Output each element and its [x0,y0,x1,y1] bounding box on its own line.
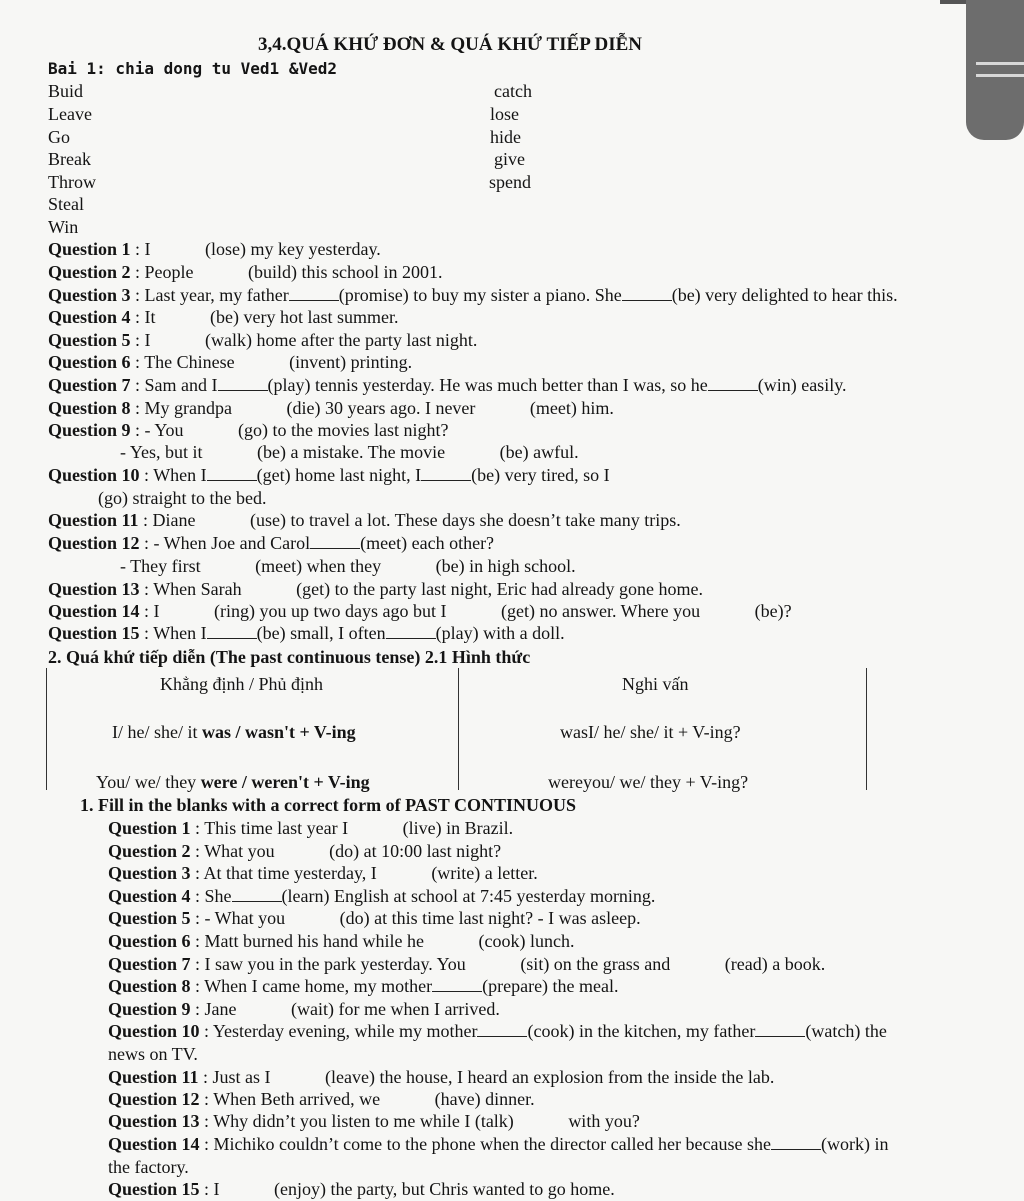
question-text: : It [130,307,161,327]
question-line [48,374,847,396]
question-text: (meet) when they [255,556,386,576]
question-label: Question 2 [108,841,191,861]
answer-blank[interactable] [755,1022,805,1037]
question-text: : This time last year I [190,818,353,838]
question-label: Question 5 [108,908,191,928]
page-title: 3,4.QUÁ KHỨ ĐƠN & QUÁ KHỨ TIẾP DIỄN [257,34,643,55]
question-text: : What you [190,841,280,861]
question-label: Question 8 [108,976,191,996]
question-text: (wait) for me when I arrived. [291,999,500,1019]
question-text: : People [130,262,199,282]
grip-line [976,62,1024,65]
question-text: (win) easily. [757,375,847,395]
question-label: Question 12 [108,1089,200,1109]
question-text: (be)? [754,601,792,621]
answer-blank[interactable] [232,887,282,902]
question-text: (walk) home after the party last night. [205,330,478,350]
question-text: : Why didn’t you listen to me while I (talk) [199,1111,519,1131]
verb-right: lose [490,104,519,124]
question-text: : When I [139,623,207,643]
question-line [48,397,614,419]
table-header-affirmative: Khẳng định / Phủ định [160,674,324,694]
verb-right: catch [494,81,532,101]
question-label: Question 4 [48,307,131,327]
question-text: (prepare) the meal. [482,976,619,996]
question-label: Question 8 [48,398,131,418]
question-text: (do) at this time last night? - I was asleep. [339,908,641,928]
question-line [108,907,641,929]
question-label: Question 15 [48,623,140,643]
question-text: (learn) English at school at 7:45 yesterday morning. [281,886,656,906]
question-text: (cook) in the kitchen, my father [527,1021,756,1041]
question-text: (get) to the party last night, Eric had already gone home. [296,579,704,599]
question-line [108,1133,888,1155]
answer-blank[interactable] [771,1135,821,1150]
question-text: (sit) on the grass and [520,954,675,974]
question-text: (work) in [821,1134,889,1154]
question-label: Question 11 [48,510,139,530]
question-text: (be) awful. [499,442,579,462]
question-text: (have) dinner. [434,1089,535,1109]
question-label: Question 6 [108,931,191,951]
cell-form: were / weren't + V-ing [200,772,370,792]
question-line [108,953,825,975]
question-line [48,509,681,531]
question-line [108,1088,535,1110]
question-text: (invent) printing. [289,352,413,372]
question-label: Question 12 [48,533,140,553]
question-text: (go) to the movies last night? [238,420,449,440]
question-continuation [108,1043,198,1065]
cell-subject: I/ he/ she/ it [112,722,202,742]
question-text: (cook) lunch. [478,931,575,951]
question-text: (be) very delighted to hear this. [671,285,898,305]
question-line [108,840,501,862]
question-continuation [120,555,576,577]
cell-form: was / wasn't + V-ing [201,722,356,742]
question-line [48,464,610,486]
question-text: (read) a book. [724,954,826,974]
question-line [108,817,513,839]
question-text: (meet) each other? [360,533,495,553]
question-text: (go) straight to the bed. [98,488,267,508]
question-line [108,1110,640,1132]
question-label: Question 2 [48,262,131,282]
question-continuation [108,1156,189,1178]
answer-blank[interactable] [207,466,257,481]
question-text: (enjoy) the party, but Chris wanted to go home. [274,1179,615,1199]
question-text: (get) home last night, I [256,465,422,485]
question-label: Question 6 [48,352,131,372]
question-label: Question 14 [108,1134,200,1154]
question-label: Question 13 [48,579,140,599]
verb-left: Buid [48,81,84,101]
question-continuation [120,441,579,463]
table-border [458,668,459,790]
answer-blank[interactable] [207,624,257,639]
answer-blank[interactable] [708,376,758,391]
table-cell [112,722,356,743]
question-text: (be) small, I often [256,623,386,643]
answer-blank[interactable] [477,1022,527,1037]
question-text: : When Sarah [139,579,247,599]
verb-left: Win [48,217,79,237]
question-text: (live) in Brazil. [402,818,514,838]
question-text: (meet) him. [529,398,614,418]
question-text: : I [130,330,156,350]
question-text: : I [130,239,156,259]
section-2-heading: 2. Quá khứ tiếp diễn (The past continuous tense) 2.1 Hình thức [48,647,531,667]
question-text: : I [199,1179,225,1199]
question-line [48,600,792,622]
question-label: Question 15 [108,1179,200,1199]
verb-right: spend [489,172,531,192]
question-text: news on TV. [108,1044,198,1064]
question-line [108,1020,887,1042]
question-label: Question 9 [48,420,131,440]
question-label: Question 1 [108,818,191,838]
exercise-1-heading: Bai 1: chia dong tu Ved1 &Ved2 [48,59,337,78]
question-label: Question 1 [48,239,131,259]
question-text: : - What you [190,908,290,928]
question-text: (use) to travel a lot. These days she doesn’t take many trips. [250,510,681,530]
verb-left: Throw [48,172,96,192]
question-text: (lose) my key yesterday. [205,239,381,259]
question-text: : Sam and I [130,375,218,395]
question-line [48,261,443,283]
question-text: (promise) to buy my sister a piano. She [338,285,622,305]
question-text: (play) tennis yesterday. He was much better than I was, so he [267,375,708,395]
scrollbar-handle[interactable] [966,0,1024,140]
question-text: (die) 30 years ago. I never [286,398,480,418]
question-text: the factory. [108,1157,189,1177]
question-label: Question 3 [108,863,191,883]
table-cell: wereyou/ we/ they + V-ing? [548,772,749,792]
question-line [48,329,477,351]
question-label: Question 9 [108,999,191,1019]
question-line [108,975,619,997]
question-text: (be) a mistake. The movie [257,442,450,462]
question-line [48,419,449,441]
question-text: : Jane [190,999,241,1019]
answer-blank[interactable] [432,977,482,992]
question-text: : She [190,886,232,906]
question-text: - Yes, but it [120,442,208,462]
question-text: (be) very tired, so I [471,465,610,485]
question-text: : The Chinese [130,352,240,372]
grip-line [976,74,1024,77]
answer-blank[interactable] [310,534,360,549]
question-label: Question 14 [48,601,140,621]
question-text: (watch) the [805,1021,887,1041]
question-line [108,998,500,1020]
question-text: - They first [120,556,206,576]
question-text: with you? [568,1111,640,1131]
question-text: : Diane [138,510,201,530]
verb-right: give [494,149,525,169]
question-text: (be) very hot last summer. [210,307,399,327]
answer-blank[interactable] [289,286,339,301]
question-line [48,238,381,260]
question-text: (play) with a doll. [435,623,565,643]
question-text: (ring) you up two days ago but I [214,601,451,621]
question-label: Question 7 [48,375,131,395]
verb-left: Go [48,127,70,147]
question-line [108,862,538,884]
question-label: Question 4 [108,886,191,906]
verb-left: Steal [48,194,84,214]
question-line [108,885,655,907]
question-continuation [98,487,266,509]
answer-blank[interactable] [421,466,471,481]
question-line [48,306,398,328]
question-line [48,622,565,644]
question-label: Question 11 [108,1067,199,1087]
question-text: : When Beth arrived, we [199,1089,385,1109]
question-line [48,351,412,373]
question-text: : When I came home, my mother [190,976,433,996]
answer-blank[interactable] [218,376,268,391]
question-label: Question 10 [108,1021,200,1041]
question-label: Question 13 [108,1111,200,1131]
question-text: : Matt burned his hand while he [190,931,429,951]
question-label: Question 10 [48,465,140,485]
question-text: : When I [139,465,207,485]
question-line [48,578,703,600]
question-text: : I [139,601,165,621]
question-text: : Yesterday evening, while my mother [199,1021,478,1041]
table-cell [96,772,370,793]
question-text: (do) at 10:00 last night? [329,841,502,861]
table-header-question: Nghi vấn [622,674,689,694]
question-line [108,930,574,952]
question-line [48,284,898,306]
question-text: : - When Joe and Carol [139,533,311,553]
question-line [108,1178,615,1200]
question-text: : At that time yesterday, I [190,863,382,883]
question-line [108,1066,774,1088]
answer-blank[interactable] [386,624,436,639]
question-text: : Just as I [198,1067,276,1087]
table-cell: wasI/ he/ she/ it + V-ing? [560,722,741,742]
question-text: : - You [130,420,189,440]
question-text: : My grandpa [130,398,237,418]
table-border [866,668,867,790]
exercise-heading: 1. Fill in the blanks with a correct form of PAST CONTINUOUS [80,795,577,815]
question-label: Question 5 [48,330,131,350]
question-label: Question 7 [108,954,191,974]
verb-left: Break [48,149,91,169]
question-text: : I saw you in the park yesterday. You [190,954,471,974]
question-text: : Michiko couldn’t come to the phone when the director called her because she [199,1134,771,1154]
table-border [46,668,47,790]
question-text: (get) no answer. Where you [500,601,705,621]
question-text: (be) in high school. [435,556,576,576]
cell-subject: You/ we/ they [96,772,201,792]
question-text: : Last year, my father [130,285,289,305]
verb-left: Leave [48,104,92,124]
question-text: (leave) the house, I heard an explosion from the inside the lab. [325,1067,775,1087]
answer-blank[interactable] [622,286,672,301]
verb-right: hide [490,127,521,147]
question-line [48,532,494,554]
question-text: (build) this school in 2001. [248,262,443,282]
question-label: Question 3 [48,285,131,305]
question-text: (write) a letter. [431,863,538,883]
